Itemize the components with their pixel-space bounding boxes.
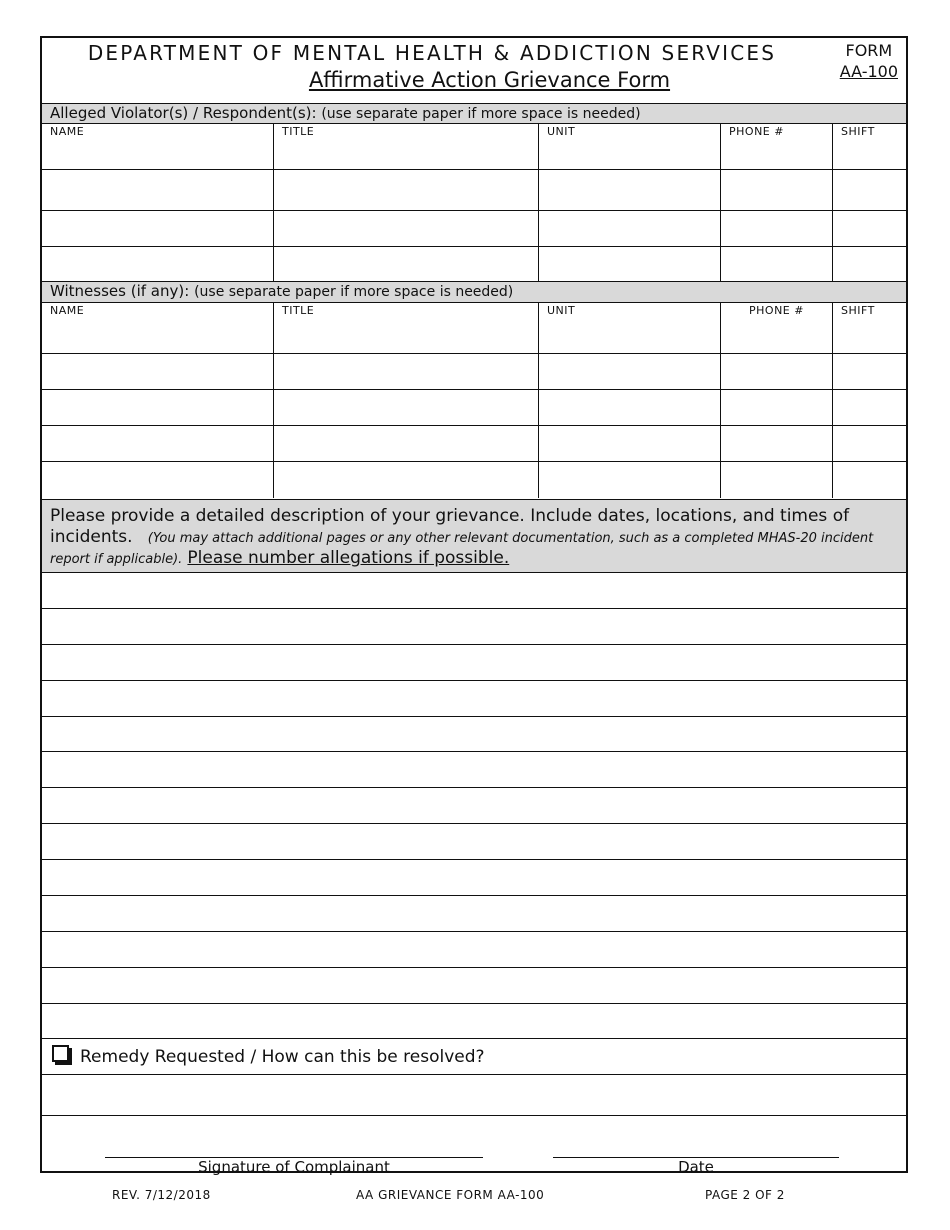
column-header-title: TITLE (282, 304, 315, 317)
remedy-line[interactable] (42, 1074, 906, 1075)
unit-field[interactable] (539, 211, 721, 246)
respondents-heading: Alleged Violator(s) / Respondent(s): (50, 104, 317, 122)
description-line[interactable] (42, 716, 906, 717)
phone-field[interactable] (721, 426, 833, 461)
grievance-form (40, 36, 908, 1176)
unit-field[interactable] (539, 354, 721, 389)
department-name: DEPARTMENT OF MENTAL HEALTH & ADDICTION SERVICES (87, 41, 777, 65)
phone-field[interactable] (721, 303, 833, 353)
description-instructions: Please provide a detailed description of your grievance. Include dates, locations, and times of incidents. (50, 506, 850, 547)
unit-field[interactable] (539, 390, 721, 425)
shift-field[interactable] (833, 426, 906, 461)
form-title: Affirmative Action Grievance Form (308, 68, 671, 92)
column-header-name: NAME (50, 304, 85, 317)
name-field[interactable] (42, 390, 274, 425)
title-field[interactable] (274, 247, 539, 282)
description-numbering-note: Please number allegations if possible. (187, 548, 510, 568)
table-row (42, 303, 906, 354)
unit-field[interactable] (539, 426, 721, 461)
shift-field[interactable] (833, 124, 906, 169)
table-row (42, 390, 906, 426)
unit-field[interactable] (539, 303, 721, 353)
remedy-label: Remedy Requested / How can this be resolved? (80, 1047, 485, 1067)
witnesses-section-header (42, 281, 906, 303)
description-line[interactable] (42, 823, 906, 824)
phone-field[interactable] (721, 390, 833, 425)
column-header-shift: SHIFT (841, 304, 875, 317)
table-row (42, 354, 906, 390)
unit-field[interactable] (539, 170, 721, 210)
column-header-name: NAME (50, 125, 85, 138)
name-field[interactable] (42, 247, 274, 282)
table-row (42, 462, 906, 498)
column-header-phone: PHONE # (729, 125, 784, 138)
phone-field[interactable] (721, 170, 833, 210)
title-field[interactable] (274, 462, 539, 498)
form-number (840, 40, 898, 82)
unit-field[interactable] (539, 124, 721, 169)
phone-field[interactable] (721, 247, 833, 282)
remedy-checkbox[interactable] (52, 1045, 72, 1065)
respondents-section-header (42, 103, 906, 124)
title-field[interactable] (274, 426, 539, 461)
name-field[interactable] (42, 303, 274, 353)
description-line[interactable] (42, 608, 906, 609)
signature-label: Signature of Complainant (198, 1158, 390, 1176)
form-label: FORM (845, 41, 893, 60)
date-label: Date (678, 1158, 714, 1176)
description-section-header (42, 499, 906, 573)
title-field[interactable] (274, 390, 539, 425)
name-field[interactable] (42, 170, 274, 210)
shift-field[interactable] (833, 303, 906, 353)
name-field[interactable] (42, 211, 274, 246)
table-row (42, 124, 906, 170)
phone-field[interactable] (721, 354, 833, 389)
name-field[interactable] (42, 124, 274, 169)
table-row (42, 170, 906, 211)
witnesses-heading: Witnesses (if any): (50, 282, 190, 300)
title-field[interactable] (274, 354, 539, 389)
title-field[interactable] (274, 124, 539, 169)
description-line[interactable] (42, 680, 906, 681)
column-header-title: TITLE (282, 125, 315, 138)
form-code: AA-100 (839, 62, 898, 81)
remedy-line[interactable] (42, 1115, 906, 1116)
unit-field[interactable] (539, 247, 721, 282)
unit-field[interactable] (539, 462, 721, 498)
shift-field[interactable] (833, 462, 906, 498)
description-line[interactable] (42, 967, 906, 968)
description-line[interactable] (42, 931, 906, 932)
column-header-unit: UNIT (547, 304, 576, 317)
footer-page-number: PAGE 2 OF 2 (705, 1188, 785, 1202)
respondents-note: (use separate paper if more space is needed) (321, 106, 641, 122)
phone-field[interactable] (721, 462, 833, 498)
title-field[interactable] (274, 303, 539, 353)
name-field[interactable] (42, 354, 274, 389)
description-line[interactable] (42, 895, 906, 896)
description-attachment-note: (You may attach additional pages or any other relevant documentation, such as a completed MHAS-20 incident report if applicable). (50, 531, 874, 567)
description-line[interactable] (42, 1003, 906, 1004)
column-header-shift: SHIFT (841, 125, 875, 138)
phone-field[interactable] (721, 124, 833, 169)
remedy-requested (52, 1043, 485, 1071)
shift-field[interactable] (833, 211, 906, 246)
name-field[interactable] (42, 426, 274, 461)
shift-field[interactable] (833, 247, 906, 282)
footer-revision: REV. 7/12/2018 (112, 1188, 211, 1202)
description-line[interactable] (42, 1038, 906, 1039)
column-header-unit: UNIT (547, 125, 576, 138)
shift-field[interactable] (833, 390, 906, 425)
description-line[interactable] (42, 751, 906, 752)
description-line[interactable] (42, 644, 906, 645)
table-row (42, 426, 906, 462)
title-field[interactable] (274, 170, 539, 210)
shift-field[interactable] (833, 170, 906, 210)
witnesses-note: (use separate paper if more space is needed) (194, 284, 514, 300)
title-field[interactable] (274, 211, 539, 246)
form-header (42, 38, 906, 104)
table-row (42, 211, 906, 247)
column-header-phone: PHONE # (749, 304, 804, 317)
description-line[interactable] (42, 787, 906, 788)
phone-field[interactable] (721, 211, 833, 246)
footer-form-name: AA GRIEVANCE FORM AA-100 (356, 1188, 545, 1202)
description-line[interactable] (42, 859, 906, 860)
name-field[interactable] (42, 462, 274, 498)
shift-field[interactable] (833, 354, 906, 389)
table-row (42, 247, 906, 282)
